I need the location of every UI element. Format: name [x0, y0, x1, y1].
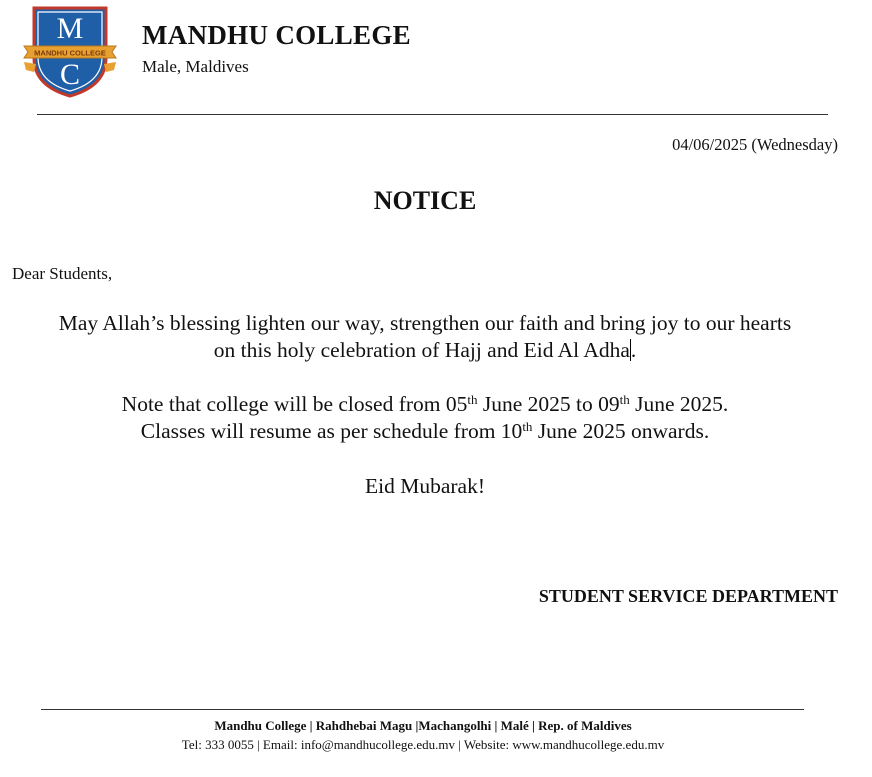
signature-department: STUDENT SERVICE DEPARTMENT [538, 586, 838, 606]
logo-letter-c: C [59, 58, 81, 91]
notice-title: NOTICE [373, 186, 477, 215]
resume-sup: th [522, 418, 533, 434]
greeting-line-2-end: . [630, 338, 637, 362]
notice-date: 04/06/2025 (Wednesday) [672, 135, 838, 154]
footer-divider [41, 709, 804, 710]
greeting-paragraph [0, 310, 850, 364]
greeting-line-1: May Allah’s blessing lighten our way, strengthen our faith and bring joy to our hearts [58, 311, 792, 335]
greeting-line-2 [0, 337, 850, 364]
college-location: Male, Maldives [142, 57, 249, 76]
resume-text-a: Classes will resume as per schedule from 10 [140, 419, 523, 443]
header-divider [37, 114, 828, 115]
resume-text-b: June 2025 onwards. [532, 419, 710, 443]
resume-line [0, 418, 850, 445]
closure-paragraph [0, 391, 850, 445]
logo-letter-m: M [56, 12, 84, 45]
footer-contact: Tel: 333 0055 | Email: info@mandhucollege.edu.mv | Website: www.mandhucollege.edu.mv [181, 737, 665, 752]
closure-text-a: Note that college will be closed from 05 [121, 392, 468, 416]
closure-sup-2: th [619, 391, 630, 407]
footer-address: Mandhu College | Rahdhebai Magu |Machangolhi | Malé | Rep. of Maldives [214, 718, 632, 733]
salutation: Dear Students, [12, 264, 113, 283]
closure-line [0, 391, 850, 418]
logo-ribbon-text: MANDHU COLLEGE [34, 48, 106, 58]
closing-greeting: Eid Mubarak! [364, 474, 485, 498]
closure-text-b: June 2025 to 09 [477, 392, 620, 416]
greeting-line-2-text: on this holy celebration of Hajj and Eid Al Adha [213, 338, 630, 362]
closure-text-c: June 2025. [629, 392, 729, 416]
closure-sup-1: th [467, 391, 478, 407]
college-logo [22, 6, 118, 98]
college-name: MANDHU COLLEGE [142, 20, 411, 50]
